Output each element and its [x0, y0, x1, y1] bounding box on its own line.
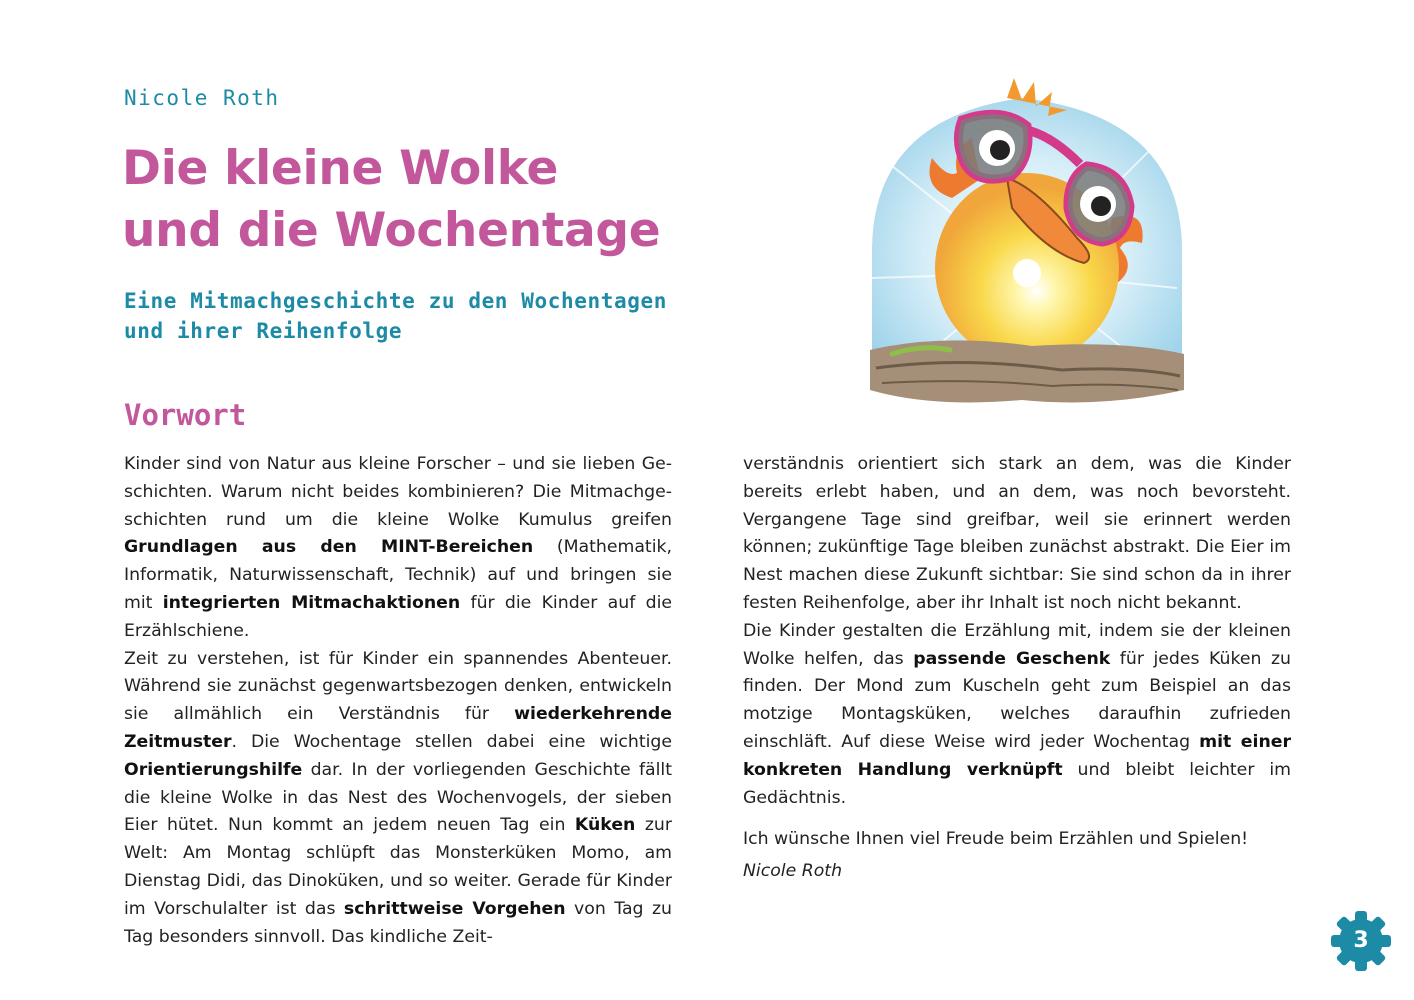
closing-wish: Ich wünsche Ihnen viel Freude beim Erzählen und Spielen!	[743, 829, 1249, 850]
emphasis-text: schrittweise Vorgehen	[343, 898, 566, 919]
body-text: (Mathematik, Informatik, Naturwissenschaft, Technik) auf und bringen sie mit	[124, 537, 672, 613]
page-number: 3	[1353, 928, 1369, 953]
emphasis-text: passende Geschenk	[913, 648, 1111, 669]
paragraph	[124, 646, 672, 952]
body-text: zur Welt: Am Montag schlüpft das Monsterküken Momo, am Dienstag Didi, das Dinoküken, und so weiter. Gerade für Kinder im Vorschulalter ist das	[124, 815, 672, 919]
paragraph	[124, 451, 672, 646]
paragraph	[743, 451, 1291, 618]
author-name: Nicole Roth	[124, 86, 280, 110]
emphasis-text: integrierten Mitmachaktionen	[162, 592, 461, 613]
signature: Nicole Roth	[743, 861, 843, 882]
body-text: verständnis orientiert sich stark an dem, was die Kinder bereits erlebt haben, und an dem, was noch bevorsteht. Vergangene Tage sind greifbar, weil sie erinnert werden können; zukünftige Tage bleiben zunächst abstrakt. Die Eier im Nest machen diese Zukunft sichtbar: Sie sind schon da in ihrer festen Reihenfolge, aber ihr Inhalt ist noch nicht bekannt.	[743, 454, 1291, 613]
body-text: . Die Wochentage stellen dabei eine wichtige	[231, 731, 672, 752]
body-text: und bleibt leichter im Gedächtnis.	[743, 759, 1291, 808]
text-column-right	[743, 451, 1291, 886]
section-heading: Vorwort	[124, 398, 247, 432]
emphasis-text: Küken	[574, 815, 636, 836]
body-text: für die Kinder auf die Erzählschiene.	[124, 592, 672, 641]
subtitle-line-2: und ihrer Reihenfolge	[124, 319, 403, 343]
subtitle-line-1: Eine Mitmachgeschichte zu den Wochentagen	[124, 289, 667, 313]
text-column-left	[124, 451, 672, 951]
body-text: Kinder sind von Natur aus kleine Forscher – und sie lieben Geschichten. Warum nicht beides kombinieren? Die Mitmachgeschichten rund um die kleine Wolke Kumulus greifen	[124, 454, 672, 530]
paragraph	[743, 618, 1291, 813]
body-text: Die Kinder gestalten die Erzählung mit, indem sie der kleinen Wolke helfen, das	[743, 620, 1291, 669]
emphasis-text: Orientierungshilfe	[124, 759, 303, 780]
body-text: für jedes Küken zu finden. Der Mond zum Kuscheln geht zum Beispiel an das motzige Montagsküken, welches daraufhin zufrieden einschläft. Auf diese Weise wird jeder Wochentag	[743, 648, 1292, 752]
body-text: dar. In der vorliegenden Geschichte fällt die kleine Wolke in das Nest des Wochenvogels, der sieben Eier hütet. Nun kommt an jedem neuen Tag ein	[124, 759, 672, 836]
body-text: von Tag zu Tag besonders sinnvoll. Das kindliche Zeit-	[124, 898, 672, 947]
page-title	[122, 138, 660, 262]
emphasis-text: Grundlagen aus den MINT-Bereichen	[124, 537, 534, 558]
title-line-2: und die Wochentage	[122, 203, 661, 258]
chick-with-sunglasses-illustration	[862, 78, 1192, 416]
body-text: Zeit zu verstehen, ist für Kinder ein spannendes Abenteuer. Während sie zunächst gegenwartsbezogen denken, entwickeln sie allmählich ein Verständnis für	[124, 648, 672, 725]
page-subtitle	[124, 286, 667, 346]
emphasis-text: mit einer konkreten Handlung verknüpft	[743, 731, 1291, 780]
title-line-1: Die kleine Wolke	[122, 141, 559, 196]
emphasis-text: wiederkehrende Zeitmuster	[124, 704, 672, 752]
